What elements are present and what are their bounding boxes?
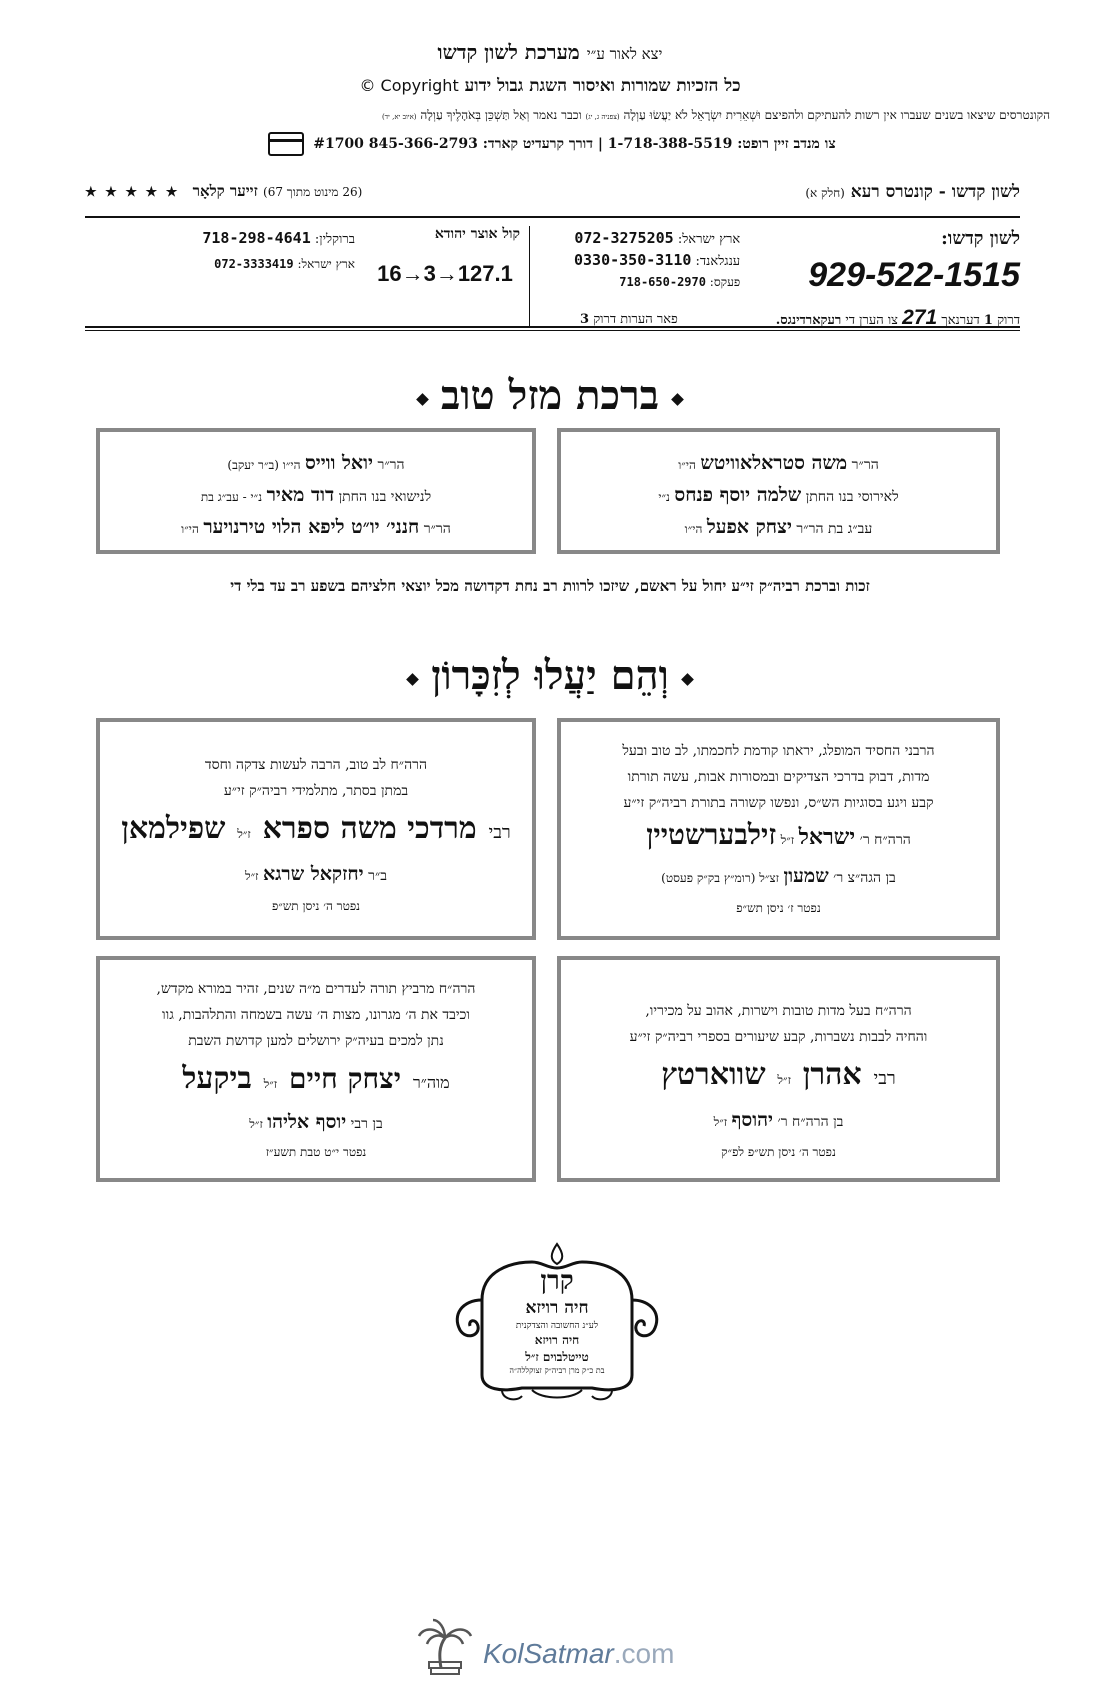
memorial-box-spielman: [96, 718, 536, 940]
mem1-father: [100, 857, 532, 893]
notes-number: 3: [580, 312, 590, 327]
mem0-line1: הרבני החסיד המופלג, יראתו קודמת לחכמתו, לב טוב ובעל: [622, 743, 935, 759]
mt-left-line3: [100, 512, 532, 544]
mem2-name-last: שווארטץ: [661, 1057, 766, 1092]
mem1-name-pre: רבי: [488, 822, 511, 843]
mem2-name: [561, 1050, 996, 1103]
records-bold: רעקארדינגס.: [775, 313, 842, 328]
mem2-father-post: ז״ל: [713, 1115, 728, 1129]
mt-right-line2: [561, 480, 996, 512]
mt-l-l2-name: דוד מאיר: [266, 484, 335, 506]
diamond-icon: [406, 673, 419, 686]
publisher-line: [0, 40, 1100, 65]
mem3-father-pre: בן רבי: [350, 1116, 383, 1132]
mem3-father: [100, 1107, 532, 1139]
mt-r-l3-pre: עב״ג בת הר״ר: [796, 521, 873, 537]
mem0-name-pre: הרה״ח ר׳: [859, 832, 911, 848]
england-row: [574, 250, 740, 272]
memorial-title: [0, 652, 1100, 699]
mazel-tov-title: [0, 372, 1100, 419]
mt-l-l3-name: חנני׳ יו״ט ליפא הלוי טירנויער: [203, 516, 420, 538]
brooklyn-label: ברוקלין:: [314, 232, 355, 247]
seal-name-2: חיה רויזא: [534, 1333, 580, 1347]
england-phone[interactable]: 0330-350-3110: [574, 251, 692, 269]
series-part: (חלק א): [805, 186, 845, 200]
seal-name: חיה רויזא: [525, 1298, 589, 1318]
mem3-father-post: ז״ל: [249, 1117, 263, 1131]
diamond-icon: [681, 673, 694, 686]
mem2-line2: והחיה לבבות נשברות, קבע שיעורים בספרי רביה״ק זי״ע: [629, 1029, 928, 1045]
diamond-icon: [671, 393, 684, 406]
mem2-name-mid: ז״ל: [777, 1073, 791, 1087]
palm-tree-icon: [415, 1616, 475, 1676]
memorial-box-bikel: [96, 956, 536, 1182]
mazel-tov-text: ברכת מזל טוב: [441, 372, 659, 419]
mem1-father-post: ז״ל: [244, 869, 259, 883]
fax-label: פעקס:: [709, 275, 741, 289]
mt-r-l3-name: יצחק אפעל: [706, 516, 792, 538]
mt-l-l1-post: הי״ו (ב״ר יעקב): [227, 458, 301, 472]
fax-row: [574, 272, 740, 293]
mem0-father-pre: בן הגה״צ ר׳: [833, 870, 896, 886]
mem2-name-pre: רבי: [873, 1068, 896, 1089]
eretz-row: [85, 252, 355, 276]
series-number: רעא: [850, 182, 880, 202]
mem2-father-name: יהוסף: [731, 1109, 774, 1131]
brand-text[interactable]: [483, 1638, 674, 1670]
mem3-name-first: יצחק חיים: [289, 1062, 402, 1095]
keren-logo: [442, 1240, 672, 1405]
mem0-father: [561, 859, 996, 895]
mt-l-l3-pre: הר״ר: [423, 521, 451, 537]
mem3-line1: הרה״ח מרביץ תורה לעדרים מ״ה שנים, זהיר במורא מקדש,: [156, 981, 476, 997]
mem3-line2: וכיבד את ה׳ מגרונו, מצות ה׳ עשה בשמחה והתלהבות, גוו: [162, 1007, 470, 1023]
brooklyn-row: [85, 226, 355, 252]
mem3-father-name: יוסף אליהו: [267, 1111, 347, 1133]
publisher-prefix: יצא לאור ע״י: [586, 45, 663, 63]
notes-instruction: [580, 311, 678, 327]
mem1-name: [100, 804, 532, 857]
donation-text: צו מנדב זיין רופט: 1-718-388-5519 | דורך קרעדיט קארד: 845-366-2793 #1700: [313, 136, 836, 152]
mem1-line2: במתן בסתר, מתלמידי רביה״ק זי״ע: [223, 783, 409, 799]
mem2-father: [561, 1103, 996, 1139]
mem3-name-last: ביקעל: [182, 1061, 252, 1096]
main-phone[interactable]: 929-522-1515: [808, 256, 1020, 294]
warning-ref-2: (איוב יא, יד): [381, 113, 417, 121]
seal-surname: טייטלבוים ז״ל: [525, 1350, 589, 1364]
mt-left-line1: [100, 448, 532, 480]
mt-r-l2-name: שלמה יוסף פנחס: [674, 484, 802, 506]
mt-right-line3: [561, 512, 996, 544]
rating-block: [85, 182, 362, 201]
mt-r-l3-post: הי״ו: [684, 522, 703, 536]
brooklyn-phone[interactable]: 718-298-4641: [202, 229, 311, 247]
mt-l-l2-post: נ״י - עב״ג בת: [200, 490, 263, 504]
mem3-line3: נתן למכים בעיה״ק ירושלים למען קדושת השבת: [188, 1033, 444, 1049]
mem1-name-first: מרדכי משה ספרא: [262, 811, 477, 846]
mem2-line1: הרה״ח בעל מדות טובות וישרות, אהוב על מכיריו,: [645, 1003, 912, 1019]
eretz-phone[interactable]: 072-3333419: [214, 257, 294, 271]
israel-row: [574, 228, 740, 250]
brand-main: KolSatmar: [483, 1638, 614, 1669]
mem1-name-mid: ז״ל: [237, 827, 251, 841]
kol-otzar-block: [370, 226, 520, 306]
mem0-name-first: ישראל: [798, 824, 856, 850]
press-number: 1: [983, 313, 993, 328]
mt-left-line2: [100, 480, 532, 512]
publisher-name: מערכת לשון קדשו: [437, 40, 580, 64]
mem2-father-pre: בן הרה״ח ר׳: [777, 1114, 844, 1130]
contact-box: [85, 216, 1020, 328]
mem0-line3: קבע ויגע בסוגיות הש״ס, ונפשו קשורה בתורת רביה״ק זי״ע: [623, 795, 934, 811]
mem2-niftar: נפטר ה׳ ניסן תש״פ לפ״ק: [721, 1145, 836, 1159]
mem0-father-post: זצ״ל (רומ״ץ בק״ק פעסט): [661, 871, 780, 885]
divider: [529, 226, 530, 326]
seal-daughter-of: בת כ״ק מרן רביה״ק זצוקללה״ה: [509, 1366, 605, 1375]
fax-phone[interactable]: 718-650-2970: [619, 275, 706, 289]
mt-r-l2-pre: לאירוסי בנו החתן: [805, 489, 899, 505]
mem0-niftar: נפטר ז׳ ניסן תש״פ: [736, 901, 821, 915]
mem0-name: [561, 816, 996, 859]
copyright-hebrew: כל הזכיות שמורות ואיסור השגת גבול ידוע: [464, 76, 741, 96]
memorial-title-text: וְהֵם יַעֲלוּ לְזִכָּרוֹן: [431, 652, 669, 699]
mem0-name-mid: ז״ל: [780, 833, 795, 847]
mt-r-l1-post: הי״ו: [678, 458, 696, 472]
info-row: [85, 182, 1020, 206]
kol-title: קול אוצר יהודא: [434, 226, 520, 242]
mem0-father-name: שמעון: [783, 865, 829, 887]
mt-r-l1-pre: הר״ר: [851, 457, 879, 473]
clarity-label: זייער קלאָר: [192, 182, 258, 200]
mem1-line1: הרה״ח לב טוב, הרבה לעשות צדקה וחסד: [204, 757, 428, 773]
diamond-icon: [416, 393, 429, 406]
intl-phones: [574, 228, 740, 293]
memorial-box-zilberstein: [557, 718, 1000, 940]
mem1-name-last: שפילמאן: [121, 811, 226, 846]
memorial-box-schwartz: [557, 956, 1000, 1182]
star-rating-icon: ★ ★ ★ ★ ★: [85, 185, 180, 200]
mt-r-l1-name: משה סטראלאוויטש: [700, 452, 848, 474]
mt-l-l3-post: הי״ו: [181, 522, 199, 536]
warning-mid: וכבר נאמר וְאַל תַּשְׁכֵּן בְּאֹהָלֶיךָ עַוְלָה: [420, 108, 582, 122]
zechus-line: זכות וברכת רביה״ק זי״ע יחול על ראשם, שיזכו לרוות רב נחת דקדושה מכל יוצאי חלציהם בשפע רב עד בלי די: [230, 577, 870, 595]
copyright-line: [0, 76, 1100, 96]
kol-phones: [85, 226, 355, 276]
duration-note: (26 מינוט מתוך 67): [263, 185, 363, 199]
brand-suffix: .com: [613, 1638, 675, 1669]
credit-card-icon: [268, 132, 304, 156]
series-title: [805, 182, 1020, 202]
copy-warning: [60, 108, 1050, 123]
seal-lein: לע״נ החשובה והצדקנית: [515, 1321, 599, 1331]
shiur-number: 271: [902, 306, 938, 329]
mem3-name-mid: ז״ל: [263, 1077, 278, 1091]
mem1-niftar: נפטר ה׳ ניסן תש״פ: [271, 899, 361, 913]
donation-line: [0, 132, 1100, 156]
contact-title: לשון קדשו:: [941, 228, 1020, 249]
kol-sequence: 16→3→127.1: [377, 261, 513, 286]
copyright-english: Copyright ©: [359, 76, 459, 95]
press-label: דרוק: [997, 313, 1020, 328]
notes-label: פאר הערות דרוק: [593, 312, 678, 327]
warning-ref-1: (צפניה ג, יג): [585, 113, 620, 121]
mazel-tov-box-left: [96, 428, 536, 554]
mazel-tov-box-right: [557, 428, 1000, 554]
mem2-name-first: אהרן: [802, 1057, 862, 1092]
mem1-father-pre: ב״ר: [368, 868, 388, 884]
records-text: צו הערן די: [845, 313, 898, 328]
mt-l-l1-name: יואל ווייס: [304, 452, 373, 474]
israel-label: ארץ ישראל:: [677, 232, 741, 247]
mem1-father-name: יחזקאל שרגא: [262, 863, 364, 885]
mem3-name-pre: מוה״ר: [412, 1073, 450, 1092]
press-instructions: [560, 306, 1020, 330]
mem0-line2: מדות, דבוק בדרכי הצדיקים ובמסורות אבות, עשה תורתו: [627, 769, 930, 785]
mem0-name-last: זילבערשטיין: [646, 818, 777, 851]
series-title-text: לשון קדשו - קונטרס: [879, 182, 1020, 202]
mt-r-l2-post: נ״י: [658, 490, 670, 504]
mt-right-line1: [561, 448, 996, 480]
footer-brand[interactable]: [415, 1616, 705, 1676]
seal-keren: קרן: [540, 1266, 574, 1296]
eretz-label: ארץ ישראל:: [297, 257, 355, 271]
press-after: דערנאך: [941, 313, 980, 328]
israel-phone[interactable]: 072-3275205: [574, 229, 674, 247]
mem3-name: [100, 1054, 532, 1107]
mem3-niftar: נפטר י״ט טבת תשע״ז: [265, 1145, 367, 1159]
lashon-kodsho-contact: [560, 224, 1020, 329]
mt-l-l2-pre: לנישואי בנו החתן: [338, 489, 432, 505]
warning-text: הקונטרסים שיצאו בשנים שעברו אין רשות להעתיקם ולהפיצם וּשְׁאֵרִית יִשְׂרָאֵל לֹא יַעֲשׂוּ עַוְלָה: [623, 108, 1050, 122]
mt-l-l1-pre: הר״ר: [377, 457, 405, 473]
england-label: ענגלאנד:: [695, 254, 741, 269]
